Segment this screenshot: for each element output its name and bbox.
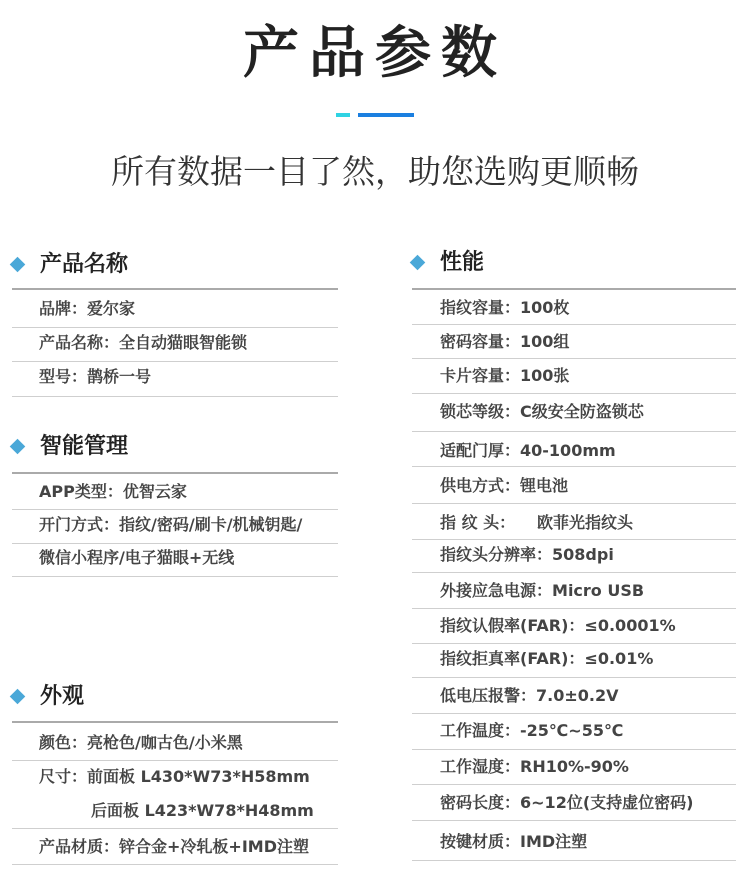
spec-row: 卡片容量：100张 bbox=[440, 366, 570, 385]
spec-row: 产品材质：锌合金+冷轧板+IMD注塑 bbox=[39, 837, 309, 856]
section-rule bbox=[12, 288, 338, 290]
section-rule bbox=[12, 721, 338, 723]
page-subtitle: 所有数据一目了然，助您选购更顺畅 bbox=[111, 152, 639, 191]
spec-row: 品牌：爱尔家 bbox=[39, 299, 136, 318]
row-divider bbox=[12, 760, 338, 761]
spec-row: 指纹头分辨率：508dpi bbox=[440, 545, 614, 564]
section-rule bbox=[412, 288, 736, 290]
row-divider bbox=[412, 820, 736, 821]
row-divider bbox=[12, 543, 338, 544]
spec-row: 开门方式：指纹/密码/刷卡/机械钥匙/ bbox=[39, 515, 303, 534]
spec-row: 锁芯等级：C级安全防盗锁芯 bbox=[440, 402, 644, 421]
spec-row: 外接应急电源：Micro USB bbox=[440, 581, 645, 600]
title-accent-long bbox=[358, 113, 414, 117]
row-divider bbox=[412, 324, 736, 325]
section-rule bbox=[12, 472, 338, 474]
row-divider bbox=[12, 576, 338, 577]
diamond-bullet-icon bbox=[10, 257, 26, 273]
diamond-bullet-icon bbox=[10, 689, 26, 705]
page-title: 产品参数 bbox=[243, 21, 507, 86]
spec-row: 后面板 L423*W78*H48mm bbox=[91, 801, 314, 820]
row-divider bbox=[412, 431, 736, 432]
spec-row: 指纹认假率(FAR)：≤0.0001% bbox=[440, 616, 676, 635]
row-divider bbox=[412, 358, 736, 359]
spec-row: 工作温度：-25℃~55℃ bbox=[440, 721, 624, 740]
row-divider bbox=[412, 572, 736, 573]
row-divider bbox=[412, 393, 736, 394]
row-divider bbox=[12, 361, 338, 362]
spec-row: 指 纹 头： 欧菲光指纹头 bbox=[440, 513, 634, 532]
row-divider bbox=[412, 503, 736, 504]
row-divider bbox=[12, 828, 338, 829]
spec-row: 颜色：亮枪色/咖古色/小米黑 bbox=[39, 733, 243, 752]
row-divider bbox=[412, 713, 736, 714]
row-divider bbox=[412, 608, 736, 609]
spec-row: 密码长度：6~12位(支持虚位密码) bbox=[440, 793, 694, 812]
title-accent-short bbox=[336, 113, 350, 117]
spec-row: 尺寸：前面板 L430*W73*H58mm bbox=[39, 767, 310, 786]
spec-row: APP类型：优智云家 bbox=[39, 482, 187, 501]
row-divider bbox=[12, 327, 338, 328]
spec-row: 指纹拒真率(FAR)：≤0.01% bbox=[440, 649, 654, 668]
diamond-bullet-icon bbox=[410, 255, 426, 271]
row-divider bbox=[412, 749, 736, 750]
row-divider bbox=[412, 677, 736, 678]
spec-row: 低电压报警：7.0±0.2V bbox=[440, 686, 619, 705]
row-divider bbox=[12, 396, 338, 397]
row-divider bbox=[412, 539, 736, 540]
spec-row: 工作湿度：RH10%-90% bbox=[440, 757, 629, 776]
spec-row: 密码容量：100组 bbox=[440, 332, 570, 351]
row-divider bbox=[412, 466, 736, 467]
spec-row: 适配门厚：40-100mm bbox=[440, 441, 616, 460]
spec-row: 产品名称：全自动猫眼智能锁 bbox=[39, 333, 248, 352]
spec-row: 微信小程序/电子猫眼+无线 bbox=[39, 548, 235, 567]
row-divider bbox=[412, 860, 736, 861]
row-divider bbox=[412, 643, 736, 644]
row-divider bbox=[12, 509, 338, 510]
spec-row: 按键材质：IMD注塑 bbox=[440, 832, 588, 851]
spec-row: 型号：鹊桥一号 bbox=[39, 367, 152, 386]
row-divider bbox=[12, 864, 338, 865]
row-divider bbox=[412, 784, 736, 785]
diamond-bullet-icon bbox=[10, 439, 26, 455]
spec-row: 指纹容量：100枚 bbox=[440, 298, 570, 317]
spec-row: 供电方式：锂电池 bbox=[440, 476, 569, 495]
